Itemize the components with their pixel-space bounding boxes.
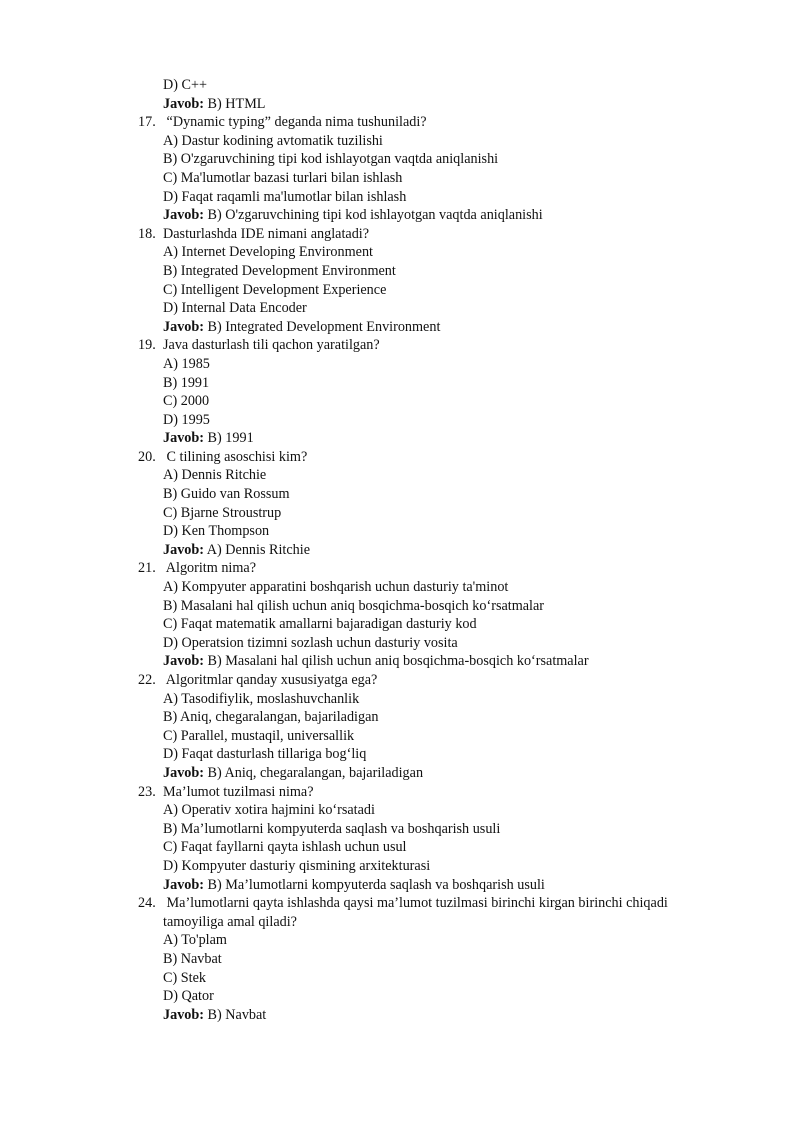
answer-line [0,1006,800,1025]
option-line: C) Stek [163,969,206,986]
answer-label: Javob: [163,541,204,558]
answer-text: B) Navbat [204,1006,267,1023]
option-line: B) 1991 [163,374,210,391]
question-number: 23. [138,783,156,800]
question-text: “Dynamic typing” deganda nima tushuniladi? [163,114,427,131]
option-line: B) Integrated Development Environment [163,262,396,279]
option-line: D) C++ [163,77,207,93]
option-line: D) Operatsion tizimni sozlash uchun dasturiy vosita [163,634,458,651]
question-text: C tilining asoschisi kim? [163,448,308,465]
option-line: B) Guido van Rossum [163,486,290,503]
answer-label: Javob: [163,207,204,224]
answer-label: Javob: [163,876,204,893]
option-line: C) Parallel, mustaqil, universallik [163,727,355,744]
answer-label: Javob: [163,1006,204,1023]
option-line: B) Masalani hal qilish uchun aniq bosqichma-bosqich ko‘rsatmalar [163,597,545,614]
question-number: 19. [138,337,156,354]
option-line: A) Tasodifiylik, moslashuvchanlik [163,690,360,707]
answer-text: B) Masalani hal qilish uchun aniq bosqichma-bosqich ko‘rsatmalar [204,653,589,670]
option-line: C) 2000 [163,393,210,410]
option-line: A) Operativ xotira hajmini ko‘rsatadi [163,802,375,819]
question-line [0,336,800,355]
answer-label: Javob: [163,318,204,335]
option-line: C) Faqat matematik amallarni bajaradigan dasturiy kod [163,616,477,633]
question-text: Dasturlashda IDE nimani anglatadi? [163,225,370,242]
option-line: D) Qator [163,988,214,1005]
answer-line [0,429,800,448]
question-line [0,559,800,578]
answer-text: B) 1991 [204,430,254,447]
answer-line [0,764,800,783]
question-number: 20. [138,448,156,465]
question-line [0,225,800,244]
answer-line [0,876,800,895]
question-line [0,448,800,467]
option-line: C) Ma'lumotlar bazasi turlari bilan ishlash [163,169,403,186]
option-line: D) Ken Thompson [163,523,270,540]
option-line: D) Faqat dasturlash tillariga bog‘liq [163,746,367,763]
option-line: B) Aniq, chegaralangan, bajariladigan [163,709,379,726]
option-line: B) Ma’lumotlarni kompyuterda saqlash va boshqarish usuli [163,820,501,837]
question-text-continuation: tamoyiliga amal qiladi? [163,913,297,930]
option-line: A) Internet Developing Environment [163,244,373,261]
option-line: C) Intelligent Development Experience [163,281,387,298]
option-line: B) Navbat [163,950,222,967]
answer-text: B) HTML [204,95,266,112]
question-number: 17. [138,114,156,131]
option-line: A) Kompyuter apparatini boshqarish uchun dasturiy ta'minot [163,579,509,596]
question-line [0,671,800,690]
question-line [0,894,800,913]
answer-line [0,206,800,225]
option-line: A) Dennis Ritchie [163,467,267,484]
question-text: Ma’lumot tuzilmasi nima? [163,783,314,800]
question-number: 22. [138,672,156,688]
question-list [0,76,800,1024]
option-line: C) Bjarne Stroustrup [163,504,282,521]
question-text: Java dasturlash tili qachon yaratilgan? [163,337,380,354]
answer-line [0,95,800,114]
option-line: B) O'zgaruvchining tipi kod ishlayotgan vaqtda aniqlanishi [163,151,499,168]
question-text: Algoritmlar qanday xususiyatga ega? [163,672,378,688]
option-line: A) To'plam [163,932,227,949]
answer-label: Javob: [163,653,204,670]
answer-text: B) O'zgaruvchining tipi kod ishlayotgan vaqtda aniqlanishi [204,207,543,224]
question-number: 21. [138,560,156,577]
answer-label: Javob: [163,95,204,112]
option-line: D) 1995 [163,411,210,428]
option-line: D) Faqat raqamli ma'lumotlar bilan ishlash [163,188,407,205]
question-number: 18. [138,225,156,242]
option-line: D) Internal Data Encoder [163,300,307,317]
answer-label: Javob: [163,430,204,447]
question-number: 24. [138,895,156,912]
answer-line [0,652,800,671]
option-line: A) 1985 [163,355,210,372]
answer-text: B) Aniq, chegaralangan, bajariladigan [204,764,424,781]
question-line [0,113,800,132]
question-text: Algoritm nima? [163,560,256,577]
answer-line [0,318,800,337]
answer-line [0,541,800,560]
answer-label: Javob: [163,764,204,781]
question-line [0,783,800,802]
option-line: D) Kompyuter dasturiy qismining arxitekturasi [163,857,431,874]
option-line: A) Dastur kodining avtomatik tuzilishi [163,132,383,149]
answer-text: A) Dennis Ritchie [204,541,310,558]
question-text: Ma’lumotlarni qayta ishlashda qaysi ma’lumot tuzilmasi birinchi kirgan birinchi chiqadi [163,895,668,912]
option-line: C) Faqat fayllarni qayta ishlash uchun usul [163,839,407,856]
answer-text: B) Ma’lumotlarni kompyuterda saqlash va boshqarish usuli [204,876,545,893]
answer-text: B) Integrated Development Environment [204,318,441,335]
